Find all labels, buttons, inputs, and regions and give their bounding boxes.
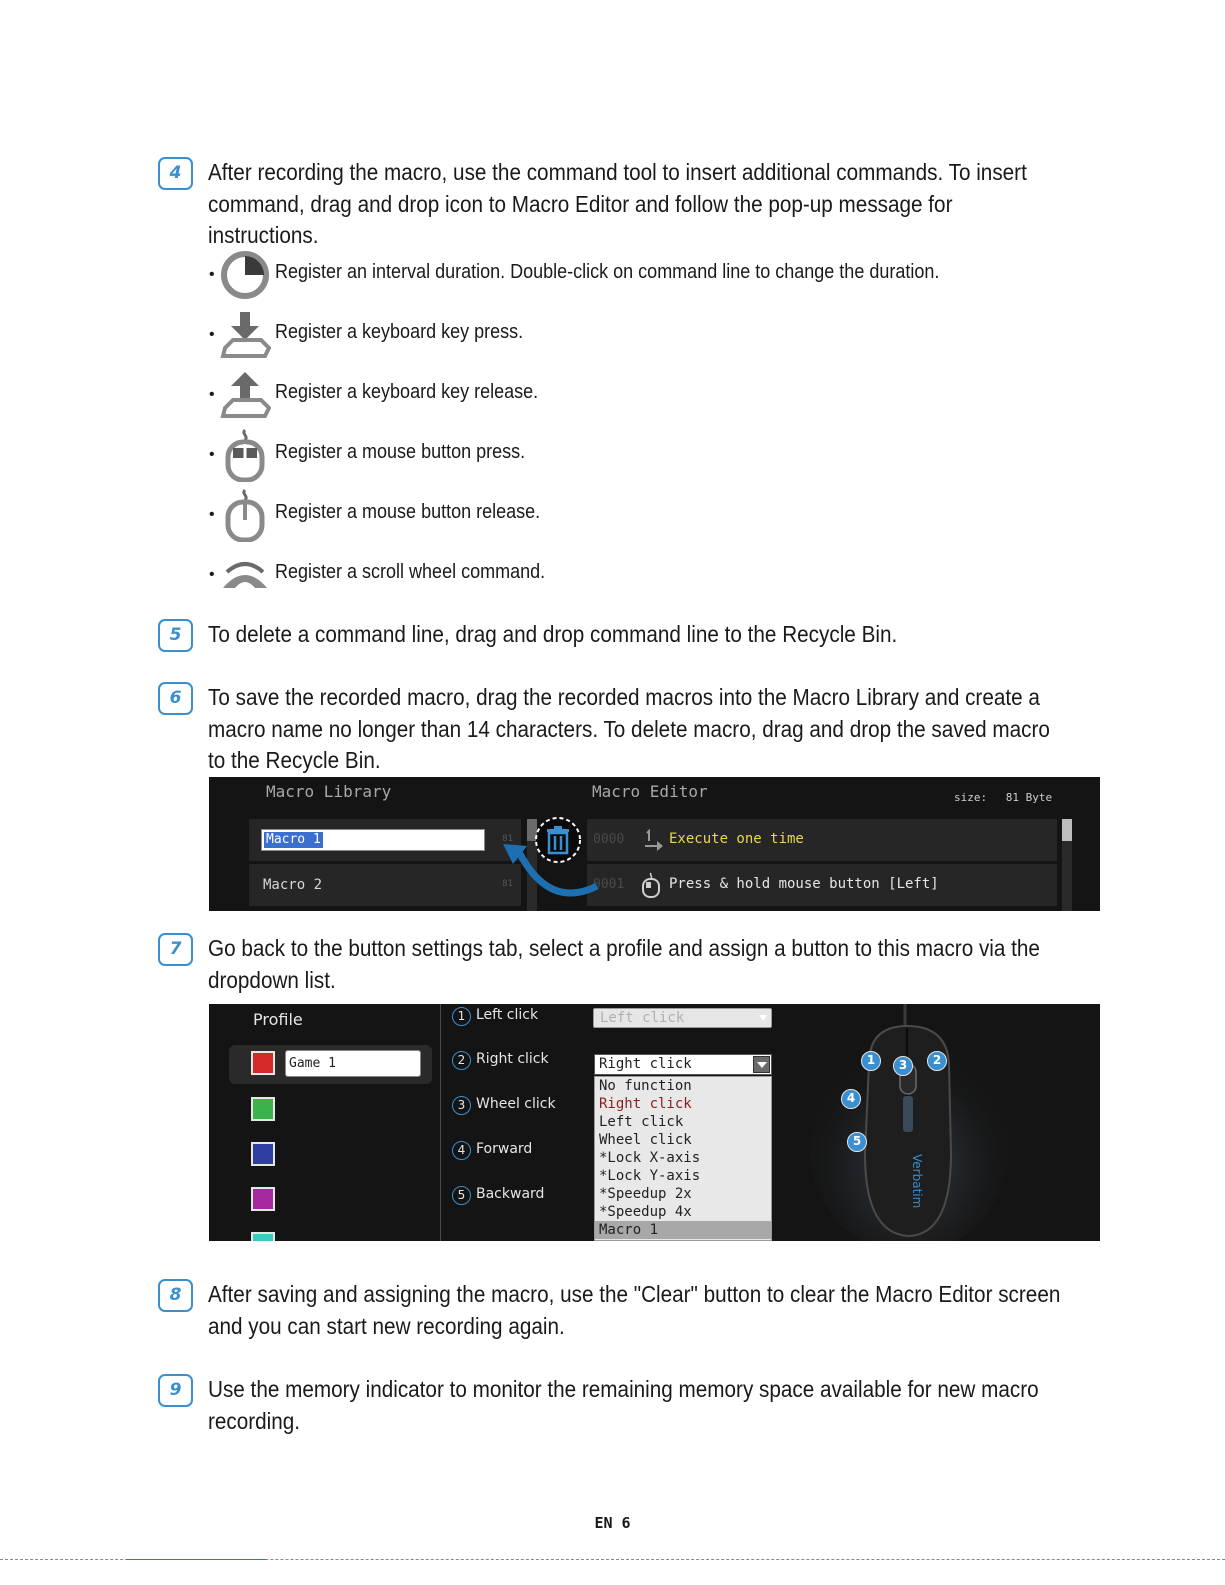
profile-title: Profile bbox=[253, 1010, 303, 1029]
text-line: After saving and assigning the macro, use the "Clear" button to clear the Macro Editor screen bbox=[208, 1281, 1061, 1307]
editor-command-row[interactable] bbox=[587, 864, 1057, 906]
profile-swatch-4[interactable] bbox=[251, 1187, 275, 1211]
bullet-text: Register a mouse button press. bbox=[275, 441, 526, 463]
step-text bbox=[208, 682, 1050, 777]
profile-swatch-2[interactable] bbox=[251, 1097, 275, 1121]
profile-name: Game 1 bbox=[289, 1056, 336, 1071]
chevron-down-icon bbox=[757, 1062, 767, 1068]
bullet-dot: • bbox=[209, 566, 215, 583]
button-settings-screenshot bbox=[209, 1004, 1100, 1241]
panel-divider bbox=[440, 1004, 441, 1241]
editor-command-row[interactable] bbox=[587, 819, 1057, 861]
dropdown-option[interactable]: *Speedup 4x bbox=[599, 1204, 692, 1220]
mouse-press-icon bbox=[219, 428, 271, 482]
macro-editor-screenshot bbox=[209, 777, 1100, 911]
bullet-text: Register a keyboard key press. bbox=[275, 321, 524, 343]
macro-byte-count: 81 bbox=[502, 834, 513, 844]
step-number-badge: 6 bbox=[158, 682, 193, 715]
editor-scrollbar[interactable] bbox=[1062, 819, 1072, 911]
text-line: After recording the macro, use the command tool to insert additional commands. To insert bbox=[208, 159, 1027, 185]
button-label-backward: Backward bbox=[476, 1186, 545, 1202]
mouse-marker-3: 3 bbox=[893, 1056, 913, 1076]
bullet-dot: • bbox=[209, 326, 215, 343]
dropdown-option[interactable]: Wheel click bbox=[599, 1132, 692, 1148]
bullet-text: Register a scroll wheel command. bbox=[275, 561, 546, 583]
clock-icon bbox=[219, 248, 271, 302]
command-text: Execute one time bbox=[669, 831, 804, 847]
page-bottom-accent bbox=[126, 1559, 266, 1560]
select-value: Left click bbox=[600, 1010, 685, 1026]
dropdown-option-current[interactable]: Right click bbox=[599, 1096, 692, 1112]
editor-scroll-thumb[interactable] bbox=[1062, 819, 1072, 841]
size-label: size: bbox=[954, 791, 988, 804]
scroll-wheel-icon bbox=[219, 548, 271, 602]
bullet-dot: • bbox=[209, 506, 215, 523]
mouse-marker-5: 5 bbox=[847, 1132, 867, 1152]
execute-icon bbox=[641, 829, 665, 851]
profile-name-input[interactable] bbox=[285, 1050, 421, 1077]
step-number-badge: 5 bbox=[158, 619, 193, 652]
dropdown-options-list[interactable] bbox=[594, 1076, 772, 1241]
mouse-marker-1: 1 bbox=[861, 1051, 881, 1071]
dropdown-arrow-button[interactable] bbox=[753, 1056, 770, 1073]
dropdown-option[interactable]: *Lock Y-axis bbox=[599, 1168, 701, 1184]
size-value: 81 Byte bbox=[1005, 791, 1053, 804]
command-text: Press & hold mouse button [Left] bbox=[669, 876, 939, 892]
button-number-4: 4 bbox=[452, 1141, 471, 1160]
macro-name-selected: Macro 1 bbox=[266, 832, 321, 847]
macro-name: Macro 2 bbox=[263, 877, 323, 893]
button-number-1: 1 bbox=[452, 1007, 471, 1026]
right-click-select[interactable] bbox=[594, 1054, 772, 1075]
step-text bbox=[208, 1279, 1061, 1342]
step-text bbox=[208, 1374, 1039, 1437]
step-text bbox=[208, 933, 1040, 996]
profile-swatch-1[interactable] bbox=[251, 1051, 275, 1075]
mouse-press-icon bbox=[641, 872, 661, 898]
profile-swatch-5[interactable] bbox=[251, 1232, 275, 1241]
dropdown-option[interactable]: Left click bbox=[599, 1114, 684, 1130]
text-line: To save the recorded macro, drag the recorded macros into the Macro Library and create a bbox=[208, 684, 1040, 710]
drag-arrow bbox=[479, 832, 619, 911]
command-index: 0001 bbox=[593, 877, 625, 892]
mouse-marker-2: 2 bbox=[927, 1051, 947, 1071]
text-line: to the Recycle Bin. bbox=[208, 747, 381, 773]
button-label-right-click: Right click bbox=[476, 1051, 549, 1067]
step-text bbox=[208, 619, 1014, 651]
bullet-dot: • bbox=[209, 386, 215, 403]
mouse-release-icon bbox=[219, 488, 271, 542]
left-click-select[interactable] bbox=[593, 1008, 772, 1028]
bullet-dot: • bbox=[209, 266, 215, 283]
text-line: recording. bbox=[208, 1407, 301, 1434]
mouse-brand-logo: Verbatim bbox=[910, 1154, 924, 1209]
bullet-text: Register a mouse button release. bbox=[275, 501, 541, 523]
dropdown-option[interactable]: No function bbox=[599, 1078, 692, 1094]
page-number: EN 6 bbox=[594, 1514, 631, 1532]
dropdown-option[interactable]: *Speedup 2x bbox=[599, 1186, 692, 1202]
text-line: instructions. bbox=[208, 222, 319, 248]
profile-swatch-3[interactable] bbox=[251, 1142, 275, 1166]
button-number-5: 5 bbox=[452, 1186, 471, 1205]
button-label-left-click: Left click bbox=[476, 1007, 539, 1023]
chevron-down-icon bbox=[759, 1015, 767, 1021]
bullet-text: Register a keyboard key release. bbox=[275, 381, 539, 403]
step-number-badge: 9 bbox=[158, 1374, 193, 1407]
button-number-2: 2 bbox=[452, 1051, 471, 1070]
text-line: and you can start new recording again. bbox=[208, 1312, 565, 1339]
size-indicator bbox=[954, 791, 1052, 804]
text-line: Use the memory indicator to monitor the remaining memory space available for new macro bbox=[208, 1376, 1039, 1402]
text-line: command, drag and drop icon to Macro Editor and follow the pop-up message for bbox=[208, 190, 953, 217]
button-label-forward: Forward bbox=[476, 1141, 533, 1157]
macro-library-title: Macro Library bbox=[266, 782, 392, 801]
key-press-icon bbox=[219, 308, 271, 362]
step-number-badge: 7 bbox=[158, 933, 193, 966]
text-line: macro name no longer than 14 characters. To delete macro, drag and drop the saved macro bbox=[208, 715, 1050, 742]
step-number-badge: 8 bbox=[158, 1279, 193, 1312]
bullet-text: Register an interval duration. Double-click on command line to change the duration. bbox=[275, 261, 940, 283]
key-release-icon bbox=[219, 368, 271, 422]
step-text bbox=[208, 157, 1027, 252]
step-number-badge: 4 bbox=[158, 157, 193, 190]
bullet-dot: • bbox=[209, 446, 215, 463]
mouse-marker-4: 4 bbox=[841, 1089, 861, 1109]
text-line: Go back to the button settings tab, select a profile and assign a button to this macro via the bbox=[208, 935, 1040, 961]
text-line: dropdown list. bbox=[208, 966, 336, 993]
text-line: To delete a command line, drag and drop command line to the Recycle Bin. bbox=[208, 621, 898, 647]
macro-byte-count: 81 bbox=[502, 879, 513, 889]
mouse-illustration bbox=[809, 1004, 1029, 1241]
button-label-wheel-click: Wheel click bbox=[476, 1096, 556, 1112]
command-index: 0000 bbox=[593, 832, 625, 847]
select-value: Right click bbox=[599, 1056, 692, 1072]
dropdown-option-hovered[interactable]: Macro 1 bbox=[595, 1221, 771, 1239]
dropdown-option[interactable]: *Lock X-axis bbox=[599, 1150, 701, 1166]
macro-name-input[interactable] bbox=[261, 829, 485, 851]
macro-editor-title: Macro Editor bbox=[592, 782, 708, 801]
button-number-3: 3 bbox=[452, 1096, 471, 1115]
